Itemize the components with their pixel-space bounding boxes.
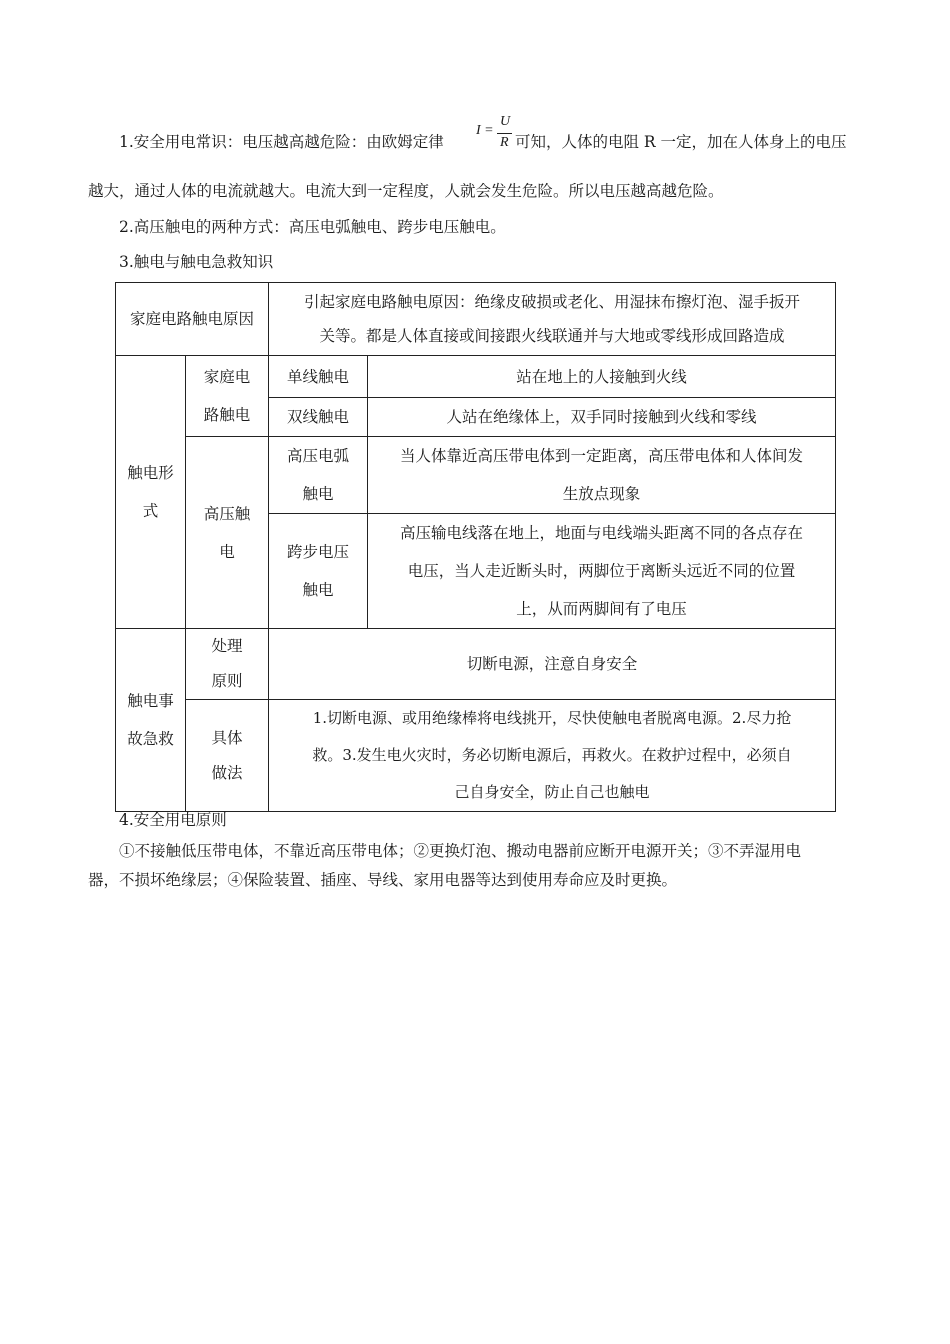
double-wire-desc-cell	[368, 398, 836, 437]
hv-shock-line-1: 高压触	[203, 504, 251, 523]
fraction-bar	[497, 133, 512, 134]
shock-form-cell	[116, 356, 186, 629]
table-row	[116, 356, 836, 398]
formula-numerator: U	[500, 114, 511, 129]
para-1-cont: 越大，通过人体的电流就越大。电流大到一定程度，人就会发生危险。所以电压越高越危险。	[88, 182, 724, 200]
rescue-line-2: 故急救	[127, 730, 174, 748]
table-row	[116, 629, 836, 700]
principle-line-2: 原则	[211, 672, 243, 690]
para-4: 4.安全用电原则	[119, 811, 227, 829]
method-cell	[186, 700, 269, 812]
shock-form-line-2: 式	[142, 502, 159, 520]
step-shock-cell	[269, 514, 368, 629]
step-desc-line-2: 电压，当人走近断头时，两脚位于离断头远近不同的位置	[407, 562, 796, 580]
cause-label-cell	[116, 283, 269, 356]
para-1-start: 1.安全用电常识：电压越高越危险：由欧姆定律	[119, 133, 444, 151]
rescue-cell	[116, 629, 186, 812]
method-desc-line-3: 己自身安全，防止自己也触电	[454, 783, 650, 801]
step-desc-cell	[368, 514, 836, 629]
para-5-line-2: 器，不损坏绝缘层；④保险装置、插座、导线、家用电器等达到使用寿命应及时更换。	[88, 871, 678, 889]
step-desc-line-3: 上，从而两脚间有了电压	[516, 600, 687, 618]
cause-desc-cell	[269, 283, 836, 356]
single-wire-desc: 站在地上的人接触到火线	[516, 367, 687, 386]
hv-shock-line-2: 电	[219, 542, 235, 561]
arc-desc-line-1: 当人体靠近高压带电体到一定距离，高压带电体和人体间发	[400, 447, 804, 465]
shock-form-line-1: 触电形	[127, 464, 174, 482]
double-wire-label: 双线触电	[287, 408, 350, 426]
cause-desc-line-2: 关等。都是人体直接或间接跟火线联通并与大地或零线形成回路造成	[319, 327, 785, 345]
home-shock-line-2: 路触电	[203, 406, 251, 424]
arc-desc-cell	[368, 437, 836, 514]
table-row	[116, 437, 836, 514]
para-2: 2.高压触电的两种方式：高压电弧触电、跨步电压触电。	[119, 218, 506, 236]
para-1-end: 可知，人体的电阻 R 一定，加在人体身上的电压	[515, 133, 847, 151]
electric-shock-table	[115, 282, 836, 812]
method-desc-line-1: 1.切断电源、或用绝缘棒将电线挑开，尽快使触电者脱离电源。2.尽力抢	[312, 709, 792, 727]
principle-line-1: 处理	[211, 637, 243, 655]
home-shock-cell	[186, 356, 269, 437]
para-3: 3.触电与触电急救知识	[119, 253, 274, 271]
single-wire-desc-cell	[368, 356, 836, 398]
hv-shock-cell	[186, 437, 269, 629]
rescue-line-1: 触电事	[127, 692, 174, 710]
formula-denominator: R	[500, 135, 509, 150]
double-wire-desc: 人站在绝缘体上，双手同时接触到火线和零线	[446, 408, 757, 426]
step-shock-line-2: 触电	[302, 581, 334, 599]
single-wire-label: 单线触电	[287, 367, 350, 386]
double-wire-cell	[269, 398, 368, 437]
para-5-line-1: ①不接触低压带电体，不靠近高压带电体；②更换灯泡、搬动电器前应断开电源开关；③不弄湿用电	[119, 842, 802, 860]
method-line-1: 具体	[211, 728, 243, 747]
cause-desc-line-1: 引起家庭电路触电原因：绝缘皮破损或老化、用湿抹布擦灯泡、湿手扳开	[304, 293, 801, 311]
table-row	[116, 283, 836, 356]
step-desc-line-1: 高压输电线落在地上，地面与电线端头距离不同的各点存在	[400, 524, 804, 542]
principle-cell	[186, 629, 269, 700]
method-line-2: 做法	[211, 763, 243, 782]
arc-shock-cell	[269, 437, 368, 514]
arc-desc-line-2: 生放点现象	[562, 485, 641, 503]
formula-lhs: I =	[476, 123, 494, 138]
cause-label: 家庭电路触电原因	[130, 310, 255, 328]
method-desc-line-2: 救。3.发生电火灾时，务必切断电源后，再救火。在救护过程中，必须自	[312, 746, 792, 764]
arc-shock-line-2: 触电	[302, 485, 334, 503]
principle-desc-cell	[269, 629, 836, 700]
home-shock-line-1: 家庭电	[203, 368, 251, 386]
arc-shock-line-1: 高压电弧	[287, 447, 350, 465]
single-wire-cell	[269, 356, 368, 398]
step-shock-line-1: 跨步电压	[287, 543, 350, 561]
principle-desc: 切断电源，注意自身安全	[466, 655, 638, 673]
method-desc-cell	[269, 700, 836, 812]
table-row	[116, 700, 836, 812]
